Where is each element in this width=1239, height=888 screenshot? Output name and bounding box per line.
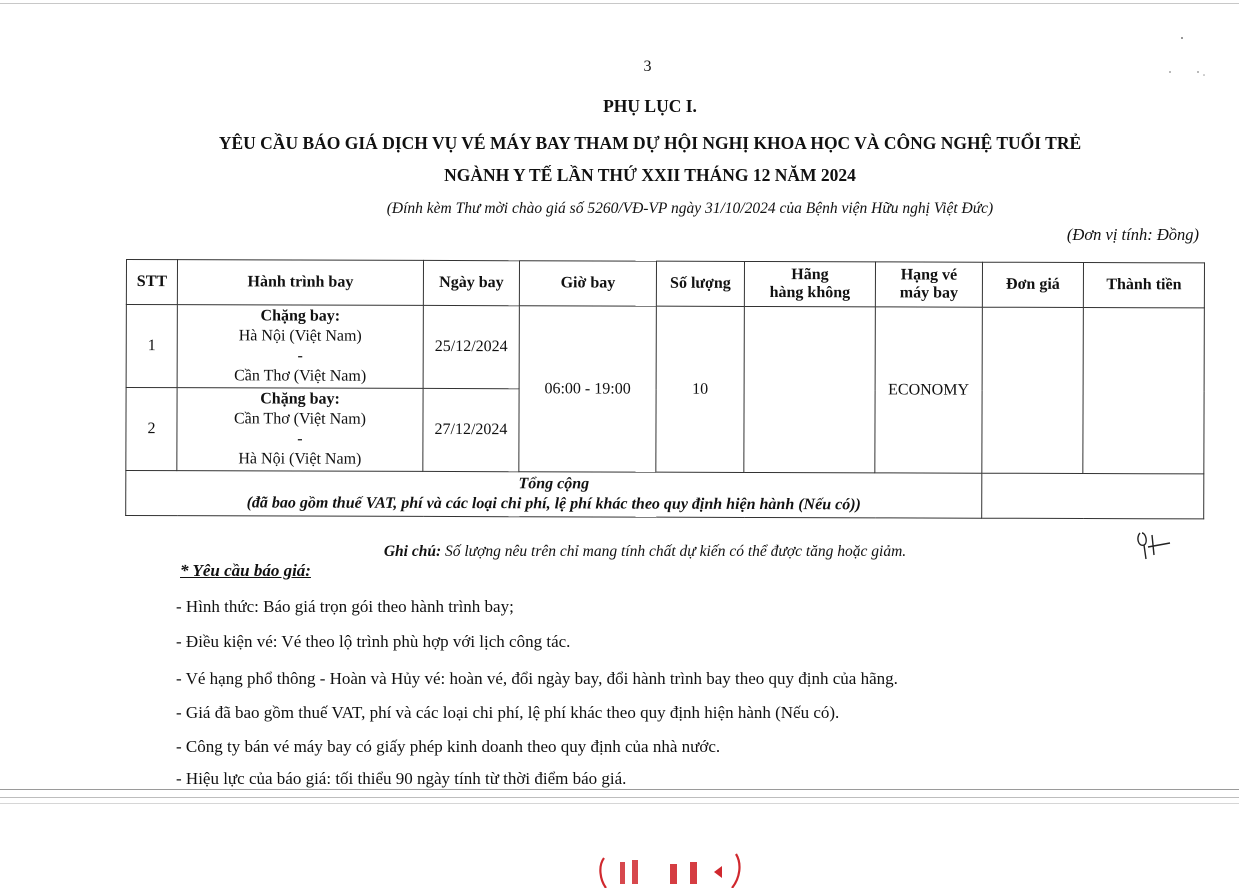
leg-label: Chặng bay: (260, 390, 340, 408)
total-note: (đã bao gồm thuế VAT, phí và các loại chi phí, lệ phí khác theo quy định hiện hành (Nếu có)) (246, 494, 861, 514)
header-quantity: Số lượng (656, 261, 744, 306)
red-stamp-icon (590, 846, 760, 888)
unit-price-cell (982, 307, 1084, 473)
route-from: Cần Thơ (Việt Nam) (233, 410, 367, 428)
row-stt: 1 (126, 305, 177, 388)
header-date: Ngày bay (423, 260, 519, 305)
table-header-row (126, 260, 1204, 308)
footnote-label: Ghi chú: (383, 543, 442, 560)
footnote-text: Số lượng nêu trên chỉ mang tính chất dự kiến có thể được tăng hoặc giảm. (441, 543, 907, 560)
requirement-item: - Điều kiện vé: Vé theo lộ trình phù hợp với lịch công tác. (176, 632, 571, 651)
page-number: 3 (643, 58, 652, 75)
header-class-line-2: máy bay (899, 284, 959, 302)
requirement-item: - Công ty bán vé máy bay có giấy phép kinh doanh theo quy định của nhà nước. (176, 737, 721, 756)
total-label: Tổng cộng (518, 475, 590, 493)
table-row (126, 305, 1204, 391)
header-airline-line-2: hàng không (769, 284, 851, 302)
row-date: 27/12/2024 (423, 388, 519, 471)
header-class-line-1: Hạng vé (900, 266, 958, 284)
row-date: 25/12/2024 (423, 305, 519, 388)
total-label-cell (126, 471, 982, 519)
route-to: Hà Nội (Việt Nam) (238, 450, 362, 468)
requirement-item: - Hiệu lực của báo giá: tối thiểu 90 ngày tính từ thời điểm báo giá. (176, 769, 627, 788)
requirement-item: - Vé hạng phổ thông - Hoàn và Hủy vé: hoàn vé, đổi ngày bay, đổi hành trình bay theo quy định của hãng. (176, 669, 898, 688)
header-unit-price: Đơn giá (982, 262, 1083, 307)
header-ticket-class (875, 262, 982, 307)
scan-top-edge (0, 3, 1239, 4)
scan-speck-icon (1160, 30, 1220, 80)
airline-cell (744, 306, 876, 472)
row-stt: 2 (126, 388, 177, 471)
total-row (126, 471, 1204, 519)
route-dash: - (297, 430, 303, 448)
route-dash: - (297, 347, 303, 365)
row-route (177, 388, 423, 472)
header-route: Hành trình bay (177, 260, 423, 306)
header-stt: STT (126, 260, 177, 305)
route-from: Hà Nội (Việt Nam) (238, 327, 362, 345)
page-separator (0, 797, 1239, 798)
amount-cell (1083, 308, 1205, 474)
page-separator (0, 803, 1239, 804)
requirement-item: - Giá đã bao gồm thuế VAT, phí và các loại chi phí, lệ phí khác theo quy định hiện hành (Nếu có). (176, 703, 840, 722)
requirement-item: - Hình thức: Báo giá trọn gói theo hành trình bay; (176, 597, 514, 616)
flight-time: 06:00 - 19:00 (519, 306, 657, 472)
quotation-table (125, 259, 1205, 519)
page-separator (0, 789, 1239, 790)
header-time: Giờ bay (519, 261, 656, 306)
row-route (177, 305, 423, 389)
ticket-quantity: 10 (656, 306, 745, 472)
currency-unit: (Đơn vị tính: Đồng) (1066, 225, 1199, 244)
header-amount: Thành tiền (1083, 263, 1204, 308)
footnote (0, 543, 1239, 561)
header-airline (744, 261, 875, 306)
ticket-class: ECONOMY (875, 307, 983, 473)
attachment-reference: (Đính kèm Thư mời chào giá số 5260/VĐ-VP ngày 31/10/2024 của Bệnh viện Hữu nghị Việt Đức) (386, 200, 994, 217)
leg-label: Chặng bay: (260, 307, 341, 325)
appendix-title: PHỤ LỤC I. (603, 96, 697, 116)
document-title-line-2: NGÀNH Y TẾ LẦN THỨ XXII THÁNG 12 NĂM 2024 (444, 165, 856, 185)
total-value-cell (982, 473, 1204, 519)
requirements-heading: * Yêu cầu báo giá: (180, 561, 311, 580)
document-title-line-1: YÊU CẦU BÁO GIÁ DỊCH VỤ VÉ MÁY BAY THAM DỰ HỘI NGHỊ KHOA HỌC VÀ CÔNG NGHỆ TUỔI TRẺ (218, 133, 1082, 153)
route-to: Cần Thơ (Việt Nam) (234, 367, 367, 385)
header-airline-line-1: Hãng (791, 266, 829, 284)
